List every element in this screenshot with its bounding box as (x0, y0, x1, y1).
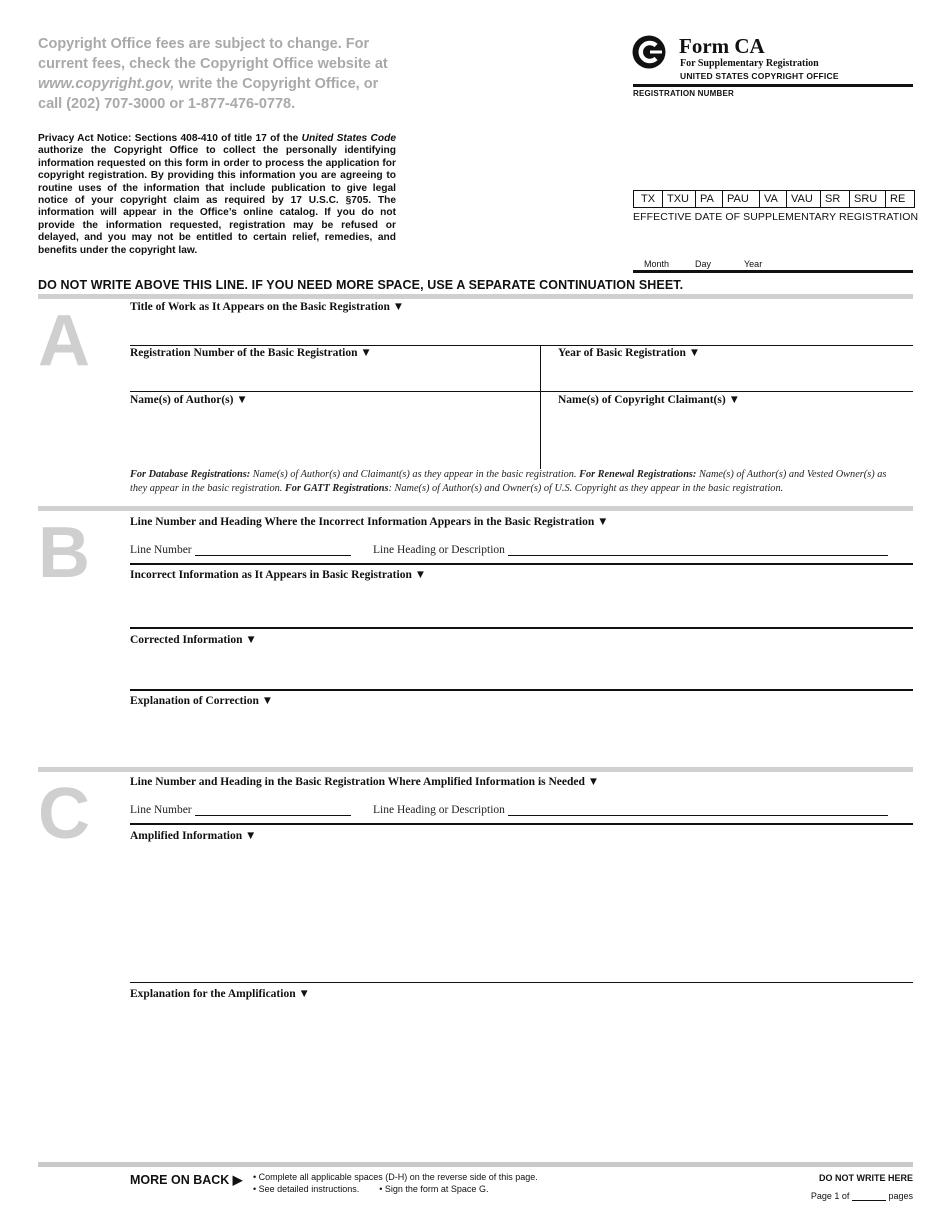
amplification-explanation-label: Explanation for the Amplification ▼ (130, 988, 310, 1000)
rule (130, 345, 913, 346)
year-label: Year (744, 259, 763, 269)
corrected-info-field[interactable] (130, 650, 913, 688)
registration-number-basic-label: Registration Number of the Basic Registration ▼ (130, 347, 372, 359)
do-not-write-above: DO NOT WRITE ABOVE THIS LINE. IF YOU NEED MORE SPACE, USE A SEPARATE CONTINUATION SHEET. (38, 278, 684, 292)
rule (130, 391, 913, 392)
code-cell: VAU (787, 191, 821, 207)
c-line-number: Line Number (130, 804, 351, 816)
page-count-field[interactable] (852, 1192, 886, 1201)
footer-band (38, 1162, 913, 1167)
c-line-heading: Line Heading or Description (373, 804, 888, 816)
code-cell: VA (760, 191, 787, 207)
form-title: Form CA (679, 34, 765, 58)
c-line-number-field[interactable] (195, 805, 351, 816)
section-c-letter: C (38, 774, 90, 854)
b-line-number: Line Number (130, 544, 351, 556)
code-cell: PA (696, 191, 723, 207)
amplified-info-field[interactable] (130, 846, 913, 980)
registration-number-label: REGISTRATION NUMBER (633, 89, 734, 98)
corrected-info-label: Corrected Information ▼ (130, 634, 257, 646)
code-cell: TXU (663, 191, 696, 207)
copyright-office-logo-icon (632, 35, 666, 69)
amplification-explanation-field[interactable] (130, 1004, 913, 1154)
code-cell: TX (634, 191, 663, 207)
office-name: UNITED STATES COPYRIGHT OFFICE (680, 71, 839, 81)
b-line-heading: Line Heading or Description (373, 544, 888, 556)
code-cell: SRU (850, 191, 886, 207)
rule (130, 982, 913, 983)
b-heading-label: Line Number and Heading Where the Incorrect Information Appears in the Basic Registration ▼ (130, 516, 609, 528)
section-b-band (38, 506, 913, 511)
authors-field[interactable] (130, 410, 538, 466)
authors-label: Name(s) of Author(s) ▼ (130, 394, 248, 406)
fees-notice: Copyright Office fees are subject to change. For current fees, check the Copyright Office website at www.copyright.gov, write the Copyright Office, or call (202) 707-3000 or 1-877-476-0778. (38, 36, 388, 112)
c-heading-label: Line Number and Heading in the Basic Registration Where Amplified Information is Needed ▼ (130, 776, 600, 788)
registration-codes (633, 190, 915, 208)
form-subtitle: For Supplementary Registration (680, 58, 819, 69)
header-rule (633, 84, 913, 87)
section-c-band (38, 767, 913, 772)
rule (130, 823, 913, 825)
rule (130, 627, 913, 629)
rule (130, 689, 913, 691)
section-a-note: For Database Registrations: Name(s) of Author(s) and Claimant(s) as they appear in the basic registration. For Renewal Registrations: Name(s) of Author(s) and Vested Owner(s) as they appear in the basic registration. For GATT Registrations: Name(s) of Author(s) and Owner(s) of U.S. Copyright as they appear in the basic registration. (130, 469, 887, 494)
year-basic-label: Year of Basic Registration ▼ (558, 347, 701, 359)
b-line-heading-field[interactable] (508, 545, 888, 556)
b-line-number-field[interactable] (195, 545, 351, 556)
claimants-label: Name(s) of Copyright Claimant(s) ▼ (558, 394, 740, 406)
section-b-letter: B (38, 513, 90, 593)
title-of-work-label: Title of Work as It Appears on the Basic Registration ▼ (130, 301, 405, 313)
correction-explanation-label: Explanation of Correction ▼ (130, 695, 274, 707)
amplified-info-label: Amplified Information ▼ (130, 830, 257, 842)
month-label: Month (644, 259, 670, 269)
day-label: Day (695, 259, 712, 269)
date-rule (633, 270, 913, 273)
privacy-notice: Privacy Act Notice: Sections 408-410 of title 17 of the United States Code authorize the Copyright Office to collect the personally identifying information requested on this form in order to process the application for copyright registration. By providing this information you are agreeing to routine uses of the information that include publication to give legal notice of your copyright claim as required by 17 U.S.C. §705. The information will appear in the Office’s online catalog. If you do not provide the information requested, registration may be refused or delayed, and you may not be entitled to certain relief, remedies, and benefits under the copyright law. (38, 133, 396, 256)
c-line-heading-field[interactable] (508, 805, 888, 816)
code-cell: RE (890, 193, 906, 205)
divider (540, 345, 541, 469)
more-on-back: MORE ON BACK ▶ (130, 1173, 243, 1187)
code-cell: PAU (723, 191, 760, 207)
code-cell: SR (821, 191, 850, 207)
footer-instructions: • Complete all applicable spaces (D-H) on the reverse side of this page. • See detailed instructions. • Sign the form at Space G. (253, 1172, 538, 1194)
correction-explanation-field[interactable] (130, 711, 913, 763)
page-count: Page 1 of pages (810, 1191, 913, 1201)
year-basic-field[interactable] (558, 362, 913, 390)
incorrect-info-field[interactable] (130, 585, 913, 625)
title-of-work-field[interactable] (130, 318, 913, 344)
incorrect-info-label: Incorrect Information as It Appears in Basic Registration ▼ (130, 569, 427, 581)
rule (130, 563, 913, 565)
claimants-field[interactable] (558, 410, 913, 466)
do-not-write-here: DO NOT WRITE HERE (819, 1173, 913, 1183)
effective-date-label: EFFECTIVE DATE OF SUPPLEMENTARY REGISTRATION (633, 211, 919, 223)
section-a-letter: A (38, 301, 90, 381)
website-link[interactable]: www.copyright.gov, (38, 76, 175, 92)
registration-number-field[interactable] (130, 362, 538, 390)
section-a-band (38, 294, 913, 299)
